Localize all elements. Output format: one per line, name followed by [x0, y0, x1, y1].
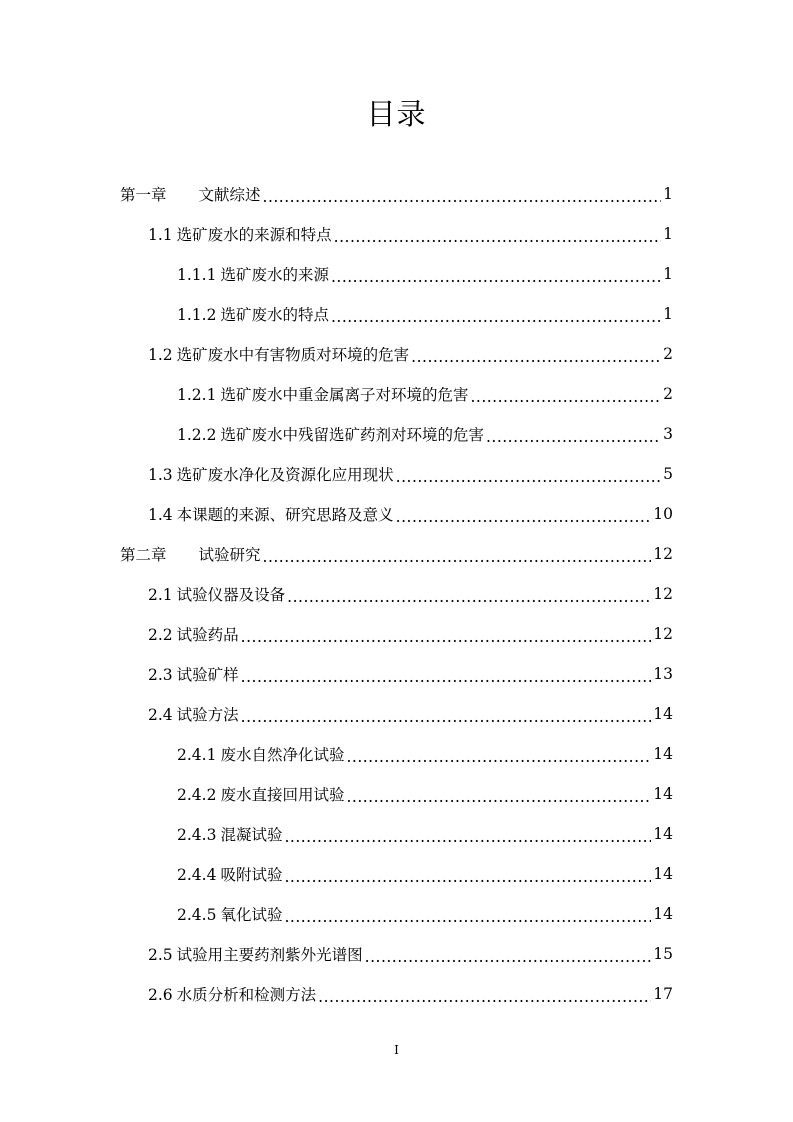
dot-leader	[284, 828, 651, 846]
page-title: 目录	[366, 97, 427, 131]
toc-entry-page: 17	[653, 985, 673, 1003]
toc-entry-title: 试验仪器及设备	[176, 586, 286, 604]
toc-entry[interactable]	[148, 934, 673, 974]
toc-entry-label	[148, 663, 239, 685]
toc-entry-title: 选矿废水中重金属离子对环境的危害	[220, 386, 469, 404]
toc-entry-page: 2	[663, 385, 673, 403]
toc-entry-number: 1.2.2	[177, 426, 217, 444]
dot-leader	[470, 388, 661, 406]
toc-entry[interactable]	[148, 614, 673, 654]
dot-leader	[287, 588, 651, 606]
toc-entry-label	[148, 623, 239, 645]
toc-entry-title: 试验研究	[198, 546, 261, 564]
toc-entry-number: 1.2.1	[177, 386, 217, 404]
dot-leader	[396, 468, 661, 486]
toc-entry[interactable]	[177, 414, 673, 454]
toc-entry[interactable]	[120, 534, 673, 574]
toc-entry-number: 2.6	[148, 986, 173, 1004]
toc-entry-number: 2.4.3	[177, 826, 217, 844]
toc-entry[interactable]	[148, 494, 673, 534]
toc-entry-label	[177, 263, 329, 285]
toc-entry-label	[177, 303, 329, 325]
toc-entry-page: 1	[663, 305, 673, 323]
toc-entry-label	[177, 863, 282, 885]
toc-entry[interactable]	[177, 734, 673, 774]
toc-entry-label	[148, 343, 409, 365]
toc-entry-number: 2.4.2	[177, 786, 217, 804]
toc-entry-number: 2.4.4	[177, 866, 217, 884]
toc-entry-title: 试验药品	[176, 626, 239, 644]
toc-entry-label	[148, 503, 394, 525]
toc-entry-page: 14	[653, 825, 673, 843]
toc-entry-title: 废水自然净化试验	[220, 746, 345, 764]
toc-entry[interactable]	[148, 654, 673, 694]
toc-entry-label	[148, 983, 316, 1005]
toc-entry-title: 氧化试验	[220, 906, 283, 924]
toc-entry-page: 12	[653, 625, 673, 643]
toc-entry-number: 2.5	[148, 946, 173, 964]
toc-entry-title: 选矿废水中有害物质对环境的危害	[176, 346, 410, 364]
toc-entry-title: 试验方法	[176, 706, 239, 724]
toc-entry-label	[177, 783, 344, 805]
toc-entry[interactable]	[148, 454, 673, 494]
dot-leader	[331, 268, 661, 286]
toc-entry-label	[148, 463, 394, 485]
toc-entry-title: 水质分析和检测方法	[176, 986, 317, 1004]
toc-entry-page: 14	[653, 705, 673, 723]
toc-entry-number: 2.2	[148, 626, 173, 644]
toc-entry-title: 文献综述	[198, 186, 261, 204]
toc-entry[interactable]	[177, 814, 673, 854]
toc-entry[interactable]	[177, 254, 673, 294]
dot-leader	[263, 188, 662, 206]
toc-entry-number: 1.3	[148, 466, 173, 484]
toc-entry-page: 2	[663, 345, 673, 363]
toc-entry[interactable]	[177, 894, 673, 934]
dot-leader	[334, 228, 661, 246]
toc-entry-page: 1	[663, 185, 673, 203]
toc-entry-title: 混凝试验	[220, 826, 283, 844]
toc-entry-title: 选矿废水的来源和特点	[176, 226, 332, 244]
toc-entry-page: 1	[663, 265, 673, 283]
dot-leader	[346, 788, 651, 806]
toc-entry-title: 选矿废水的来源	[220, 266, 329, 284]
toc-entry-label	[148, 703, 239, 725]
toc-entry-number: 第二章	[120, 546, 167, 564]
toc-entry-number: 2.4.5	[177, 906, 217, 924]
toc-entry[interactable]	[120, 174, 673, 214]
toc-entry[interactable]	[177, 854, 673, 894]
toc-entry[interactable]	[177, 374, 673, 414]
toc-entry-title: 本课题的来源、研究思路及意义	[176, 506, 394, 524]
toc-entry[interactable]	[177, 294, 673, 334]
toc-entry-page: 13	[653, 665, 673, 683]
page-number: I	[394, 1043, 399, 1057]
toc-entry-title: 废水直接回用试验	[220, 786, 345, 804]
toc-entry[interactable]	[177, 774, 673, 814]
toc-entry-page: 10	[653, 505, 673, 523]
toc-entry-label	[148, 583, 285, 605]
dot-leader	[346, 748, 651, 766]
toc-entry-page: 3	[663, 425, 673, 443]
dot-leader	[284, 908, 651, 926]
dot-leader	[365, 948, 652, 966]
toc-entry-page: 14	[653, 865, 673, 883]
toc-entry-label	[120, 183, 261, 205]
toc-entry[interactable]	[148, 694, 673, 734]
toc-entry-label	[177, 383, 468, 405]
toc-entry[interactable]	[148, 334, 673, 374]
toc-entry-number: 2.4	[148, 706, 173, 724]
toc-entry-number: 第一章	[120, 186, 167, 204]
toc-entry[interactable]	[148, 574, 673, 614]
dot-leader	[241, 668, 652, 686]
toc-entry-title: 选矿废水净化及资源化应用现状	[176, 466, 394, 484]
toc-entry-page: 1	[663, 225, 673, 243]
dot-leader	[318, 988, 651, 1006]
toc-entry-page: 14	[653, 905, 673, 923]
toc-entry-title: 试验用主要药剂紫外光谱图	[176, 946, 363, 964]
dot-leader	[241, 708, 652, 726]
toc-entry-label	[177, 423, 484, 445]
toc-entry-number: 1.1.1	[177, 266, 217, 284]
toc-entry-number: 2.1	[148, 586, 173, 604]
toc-entry-page: 15	[653, 945, 673, 963]
dot-leader	[263, 548, 652, 566]
toc-entry[interactable]	[148, 974, 673, 1014]
dot-leader	[486, 428, 661, 446]
toc-entry-label	[177, 743, 344, 765]
toc-entry-title: 选矿废水中残留选矿药剂对环境的危害	[220, 426, 484, 444]
toc-entry-number: 1.1	[148, 226, 173, 244]
toc-entry-title: 选矿废水的特点	[220, 306, 329, 324]
toc-entry-page: 5	[663, 465, 673, 483]
toc-entry-number: 2.4.1	[177, 746, 217, 764]
dot-leader	[396, 508, 652, 526]
toc-entry-number: 1.1.2	[177, 306, 217, 324]
toc-entry-page: 12	[653, 545, 673, 563]
toc-entry-title: 试验矿样	[176, 666, 239, 684]
toc-entry-label	[177, 903, 282, 925]
toc-entry-number: 1.2	[148, 346, 173, 364]
dot-leader	[284, 868, 651, 886]
dot-leader	[411, 348, 661, 366]
toc-entry-number: 2.3	[148, 666, 173, 684]
dot-leader	[331, 308, 661, 326]
dot-leader	[241, 628, 652, 646]
toc-entry-label	[148, 223, 332, 245]
toc-entry-label	[148, 943, 363, 965]
toc-entry-number: 1.4	[148, 506, 173, 524]
toc-entry-label	[120, 543, 261, 565]
toc-entry[interactable]	[148, 214, 673, 254]
toc-entry-page: 12	[653, 585, 673, 603]
toc-entry-title: 吸附试验	[220, 866, 283, 884]
toc-entry-page: 14	[653, 785, 673, 803]
toc-entry-label	[177, 823, 282, 845]
toc-entry-page: 14	[653, 745, 673, 763]
